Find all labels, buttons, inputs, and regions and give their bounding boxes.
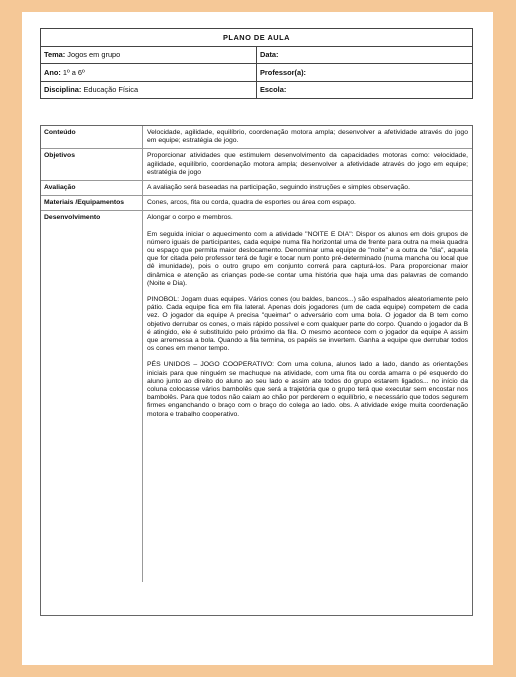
tema-cell [41, 46, 257, 64]
desenvolvimento-paragraph: Alongar o corpo e membros. [147, 214, 233, 222]
header-table [40, 28, 473, 99]
professor-label: Professor(a): [260, 67, 306, 77]
conteudo-row [41, 126, 472, 149]
desenvolvimento-paragraph: PINOBOL: Jogam duas equipes. Vários cones (ou baldes, bancos...) são espalhados aleatoriamente pelo pátio. Cada equipe fica em fila lateral. Apenas dois jogadores (um de cada equipe) competem de cada vez. O jogador da equipe A precisa "queimar" o adversário com uma bola. O jogador da B tem como objetivo derrubar os cones, o mais rápido possível e com qualquer parte do corpo. Quando o jogador da B é atingido, ele é substituído pelo próximo da fila. O mesmo acontece com o jogador da equipe A assim que arremessa a bola. Quando a fila termina, os papéis se invertem. Ganha a equipe que derrubar todos os cones em menor tempo. [147, 296, 468, 353]
document-title: PLANO DE AULA [41, 29, 473, 47]
professor-cell [257, 64, 473, 82]
document-page [22, 12, 493, 665]
objetivos-row [41, 149, 472, 181]
lesson-table [40, 125, 473, 616]
tema-label: Tema: [44, 50, 66, 60]
desenvolvimento-paragraph: PÉS UNIDOS – JOGO COOPERATIVO: Com uma coluna, alunos lado a lado, dando as orientações iniciais para que ninguém se machuque na atividade, com uma fita ou corda amarra o pé esquerdo do aluno junto ao direito do aluno ao seu lado e assim ate todos do grupo estarem ligados... no início da coluna colocasse vários bambolês que será a trajetória que o grupo terá que executar sem encostar nos bambolês. Para que todos não caiam ao chão por perderem o equilíbrio, e necessário que todos segurem firmes enganchando o braço com o braço do colega ao lado. obs. A atividade exige muita coordenação motora e trabalho cooperativo. [147, 361, 468, 418]
objetivos-text: Proporcionar atividades que estimulem desenvolvimento da capacidades motoras como: velocidade, agilidade, equilíbrio, coordenação motora ampla; desenvolver a afetividade através do jogo em equipe; estratégia de jogo [147, 152, 468, 176]
disciplina-label: Disciplina: [44, 85, 82, 95]
avaliacao-row [41, 181, 472, 196]
avaliacao-label: Avaliação [41, 181, 143, 195]
avaliacao-text: A avaliação será baseadas na participação, seguindo instruções e simples observação. [147, 184, 410, 192]
conteudo-label: Conteúdo [41, 126, 143, 148]
materiais-label: Materiais /Equipamentos [41, 196, 143, 210]
escola-cell [257, 81, 473, 99]
data-cell [257, 46, 473, 64]
tema-value: Jogos em grupo [67, 50, 121, 60]
desenvolvimento-text [143, 211, 472, 582]
disciplina-value: Educação Física [83, 85, 139, 95]
objetivos-label: Objetivos [41, 149, 143, 180]
ano-value: 1º a 6º [62, 67, 85, 77]
ano-cell [41, 64, 257, 82]
desenvolvimento-label: Desenvolvimento [41, 211, 143, 582]
materiais-text: Cones, arcos, fita ou corda, quadra de esportes ou área com espaço. [147, 199, 356, 207]
materiais-row [41, 196, 472, 211]
desenvolvimento-paragraph: Em seguida iniciar o aquecimento com a atividade "NOITE E DIA": Dispor os alunos em dois grupos de número iguais de participantes, cada equipe numa fila horizontal uma de frente para outra na meia quadra ou espaço que permita maior deslocamento. Denominar uma equipe de "noite" e a outra de "dia", aquela que for citada pelo professor terá de fugir e tocar num ponto pré-determinado (numa mancha ou local que dê imunidade), pois o outro grupo em conjunto correrá para capturá-los. Para proporcionar maior dinâmica e atenção as crianças pode-se contar uma história que haja uma das palavras de comando (Noite e Dia). [147, 230, 468, 287]
conteudo-text: Velocidade, agilidade, equilíbrio, coordenação motora ampla; desenvolver a afetividade através do jogo em equipe; estratégia de jogo. [147, 129, 468, 145]
disciplina-cell [41, 81, 257, 99]
escola-label: Escola: [260, 85, 287, 95]
ano-label: Ano: [44, 67, 61, 77]
desenvolvimento-row [41, 211, 472, 582]
data-label: Data: [260, 50, 279, 60]
